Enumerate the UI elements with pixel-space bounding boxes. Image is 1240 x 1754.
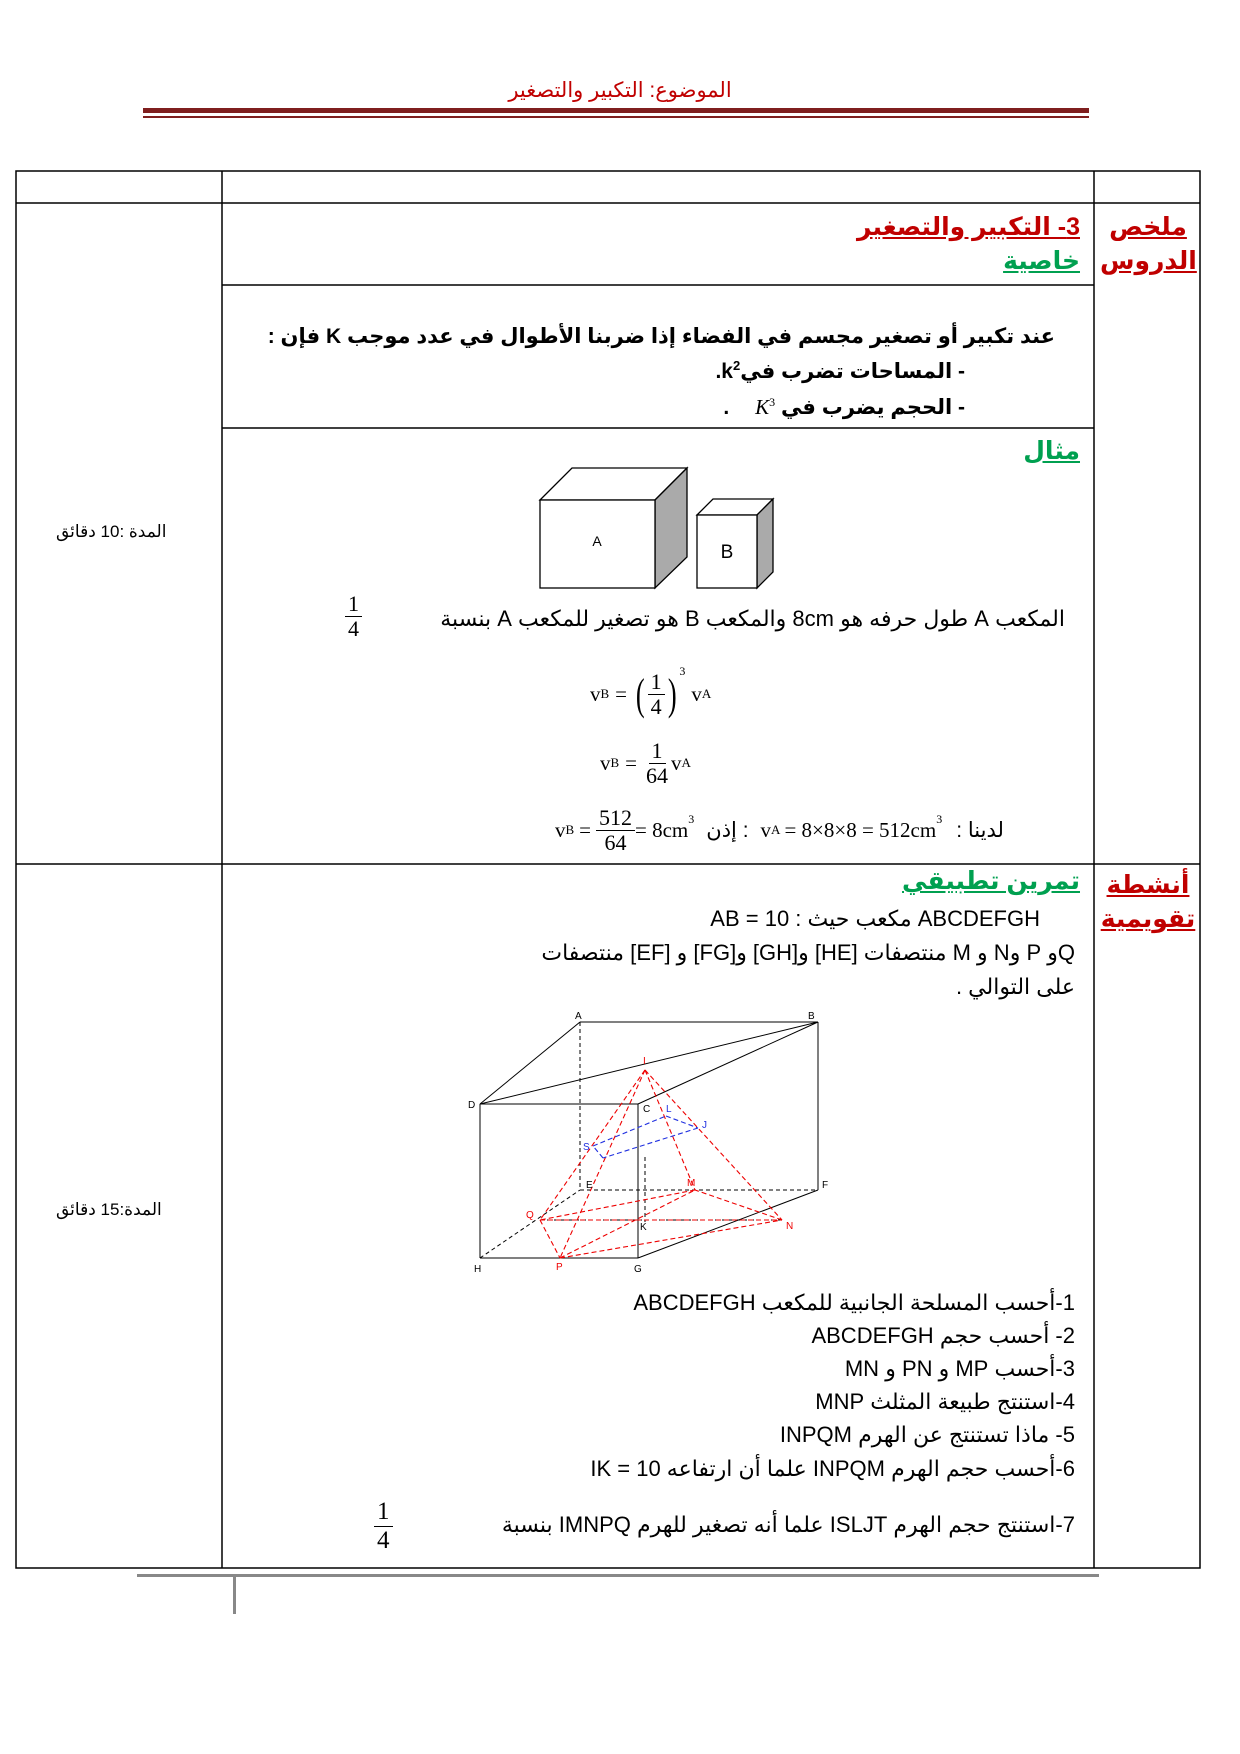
exercise-title: تمرين تطبيقي xyxy=(902,867,1080,895)
bullet-areas xyxy=(715,358,965,384)
fig-label-s: S xyxy=(583,1142,590,1153)
bullet-areas-text: - المساحات تضرب في xyxy=(740,360,965,383)
eq2-sub-b: B xyxy=(610,755,620,770)
section-title: 3- التكبير والتصغير xyxy=(857,213,1080,241)
fig-label-d: D xyxy=(468,1100,476,1111)
bullet-areas-k: k xyxy=(721,360,733,383)
fig-label-k: K xyxy=(640,1222,647,1233)
fig-label-e: E xyxy=(586,1180,593,1191)
side-label-summary xyxy=(1100,210,1196,278)
question-4: 4-استنتج طبيعة المثلث MNP xyxy=(815,1389,1075,1414)
pyramid-figure xyxy=(460,1012,840,1274)
fig-label-g: G xyxy=(634,1264,642,1274)
ratio-fraction xyxy=(345,592,362,641)
final-sub-a: A xyxy=(771,822,781,837)
footer-tick xyxy=(233,1577,236,1614)
q7-den: 4 xyxy=(377,1527,390,1554)
eq2-vb: v xyxy=(600,750,611,775)
side-label-activities xyxy=(1100,868,1196,936)
side-label-summary-line1: ملخص xyxy=(1109,213,1187,241)
ratio-num: 1 xyxy=(345,592,362,617)
header-rule-thin xyxy=(143,116,1089,118)
q7-num: 1 xyxy=(374,1498,393,1527)
cube-b-label: B xyxy=(720,542,734,563)
question-3: 3-أحسب MP و PN و MN xyxy=(844,1356,1075,1381)
fig-label-p: P xyxy=(556,1262,563,1273)
eq1-den: 4 xyxy=(650,693,662,719)
exercise-line3: على التوالي . xyxy=(955,974,1075,999)
equation-1: v B = ( $\frac{1}{4}$ ) $^3$ v A xyxy=(590,664,712,719)
fig-label-f: F xyxy=(822,1180,829,1191)
footer-rule xyxy=(137,1574,1099,1577)
eq2-va: v xyxy=(671,750,682,775)
final-va-value: = 8×8×8 = 512cm xyxy=(784,817,937,842)
bullet-volume-k: K xyxy=(755,395,770,419)
example-title: مثال xyxy=(1023,437,1080,465)
eq1-sub-a: A xyxy=(701,686,712,701)
cube-a-label: A xyxy=(592,533,602,549)
eq1-num: 1 xyxy=(648,670,665,695)
fig-label-i: I xyxy=(643,1056,646,1067)
final-vb: v xyxy=(555,817,566,842)
header-rule xyxy=(143,108,1089,113)
bullet-areas-exp: 2 xyxy=(732,358,741,373)
question-2: 2- أحسب حجم ABCDEFGH xyxy=(811,1323,1075,1348)
side-label-summary-line2: الدروس xyxy=(1100,247,1197,275)
fig-label-n: N xyxy=(786,1221,794,1232)
side-label-activities-line2: تقويمية xyxy=(1100,905,1196,933)
final-prefix: لدينا : xyxy=(956,818,1004,842)
eq1-sub-b: B xyxy=(600,686,610,701)
page-topic: الموضوع: التكبير والتصغير xyxy=(508,79,732,102)
fig-label-a: A xyxy=(575,1012,582,1022)
final-num: 512 xyxy=(596,806,635,831)
eq2-sub-a: A xyxy=(681,755,691,770)
question-6: 6-أحسب حجم الهرم INPQM علما أن ارتفاعه 10 = IK xyxy=(590,1456,1075,1481)
bullet-volume xyxy=(723,395,965,420)
question-7: 7-استنتج حجم الهرم ISLJT علما أنه تصغير للهرم IMNPQ بنسبة xyxy=(501,1512,1075,1537)
eq1-va: v xyxy=(691,681,702,706)
eq2-num: 1 xyxy=(649,739,666,764)
final-line: v B = $\frac{512}{64}$ = 8cm $^3$ : إذن v A = 8×8×8 = 512cm $^3$ لدينا : xyxy=(555,804,1004,855)
exercise-line2: Qو P وN و M منتصفات [HE] و[GH] و[FG] و [EF] منتصفات xyxy=(541,940,1075,965)
bullet-volume-end: . xyxy=(723,396,730,419)
question-1: 1-أحسب المسلحة الجانبية للمكعب ABCDEFGH xyxy=(633,1290,1075,1315)
duration-summary: المدة :10 دقائق xyxy=(56,522,167,541)
side-label-activities-line1: أنشطة xyxy=(1106,871,1190,899)
final-sub-b: B xyxy=(565,822,575,837)
eq1-vb: v xyxy=(590,681,601,706)
fig-label-c: C xyxy=(643,1104,651,1115)
eq1-fraction xyxy=(648,670,665,719)
final-exp2: 3 xyxy=(936,812,943,826)
property-text: عند تكبير أو تصغير مجسم في الفضاء إذا ضربنا الأطوال في عدد موجب K فإن : xyxy=(267,325,1055,348)
eq2-den: 64 xyxy=(646,762,669,788)
bullet-volume-text: - الحجم يضرب في xyxy=(780,396,965,419)
final-va: v xyxy=(760,817,772,842)
fig-label-j: J xyxy=(702,1120,707,1131)
final-fraction xyxy=(596,806,635,855)
fig-label-m: M xyxy=(687,1178,696,1189)
final-then: : إذن xyxy=(706,818,749,842)
fig-label-q: Q xyxy=(526,1210,534,1221)
ratio-den: 4 xyxy=(348,616,359,641)
fig-label-h: H xyxy=(474,1264,482,1274)
final-exp1: 3 xyxy=(688,812,695,826)
fig-label-l: L xyxy=(666,1104,672,1115)
eq1-exp: 3 xyxy=(679,664,686,678)
example-text: المكعب A طول حرفه هو 8cm والمكعب B هو تصغير للمكعب A بنسبة xyxy=(440,606,1065,631)
exercise-line1: ABCDEFGH مكعب حيث : AB = 10 xyxy=(710,906,1040,931)
fig-label-b: B xyxy=(808,1012,815,1022)
bullet-volume-exp: 3 xyxy=(769,395,776,409)
equation-2: v B = $\frac{1}{64}$ v A xyxy=(600,737,691,788)
final-vb-result: = 8cm xyxy=(635,817,689,842)
question-5: 5- ماذا تستنتج عن الهرم INPQM xyxy=(779,1422,1075,1447)
cubes-figure xyxy=(535,463,775,591)
duration-activities: المدة:15 دقائق xyxy=(56,1200,162,1219)
bullet-areas-end: . xyxy=(715,360,722,383)
property-title: خاصية xyxy=(1003,247,1080,275)
q7-fraction xyxy=(374,1498,393,1555)
final-den: 64 xyxy=(604,829,627,855)
eq2-fraction xyxy=(643,739,671,788)
